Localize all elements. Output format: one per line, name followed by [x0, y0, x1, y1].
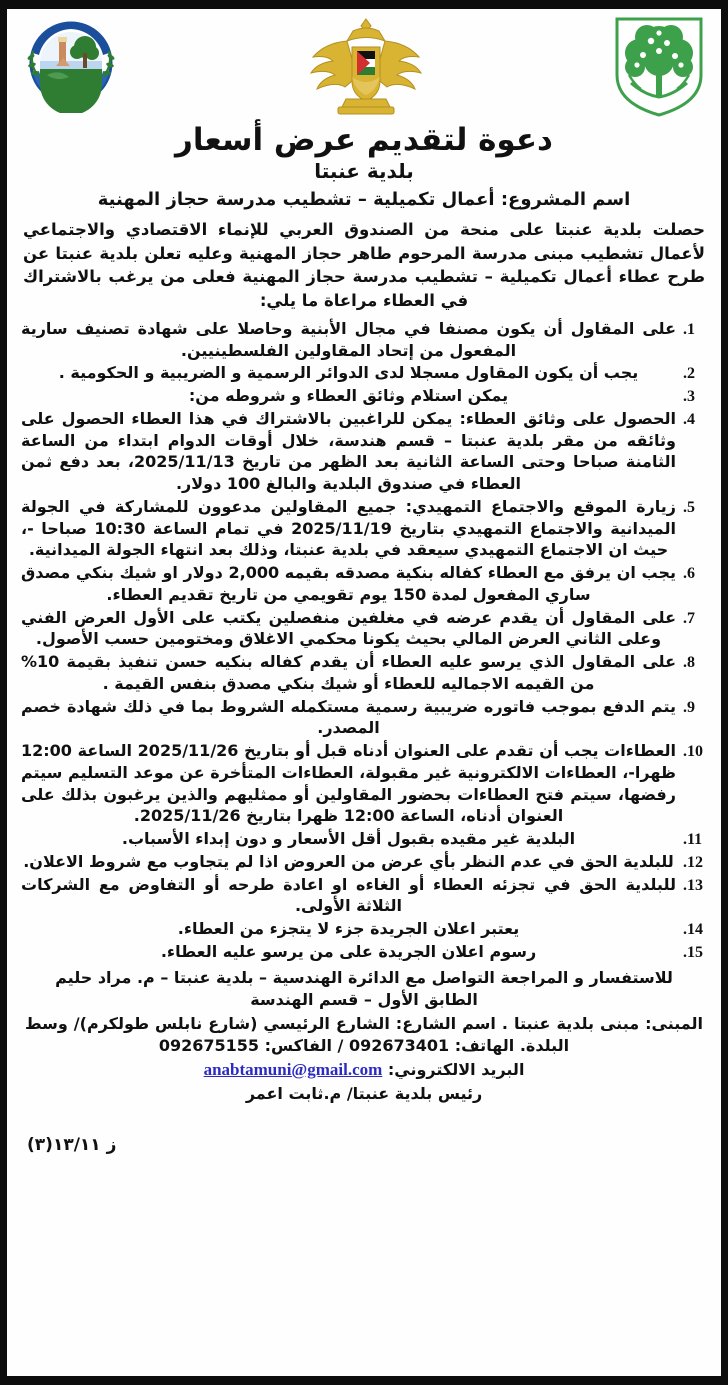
email-line — [19, 1058, 709, 1081]
header-logo-row — [19, 13, 709, 121]
list-item: 1. على المقاول أن يكون مصنفا في مجال الأبنية وحاصلا على شهادة تصنيف سارية المفعول من إتحاد المقاولين الفلسطينيين. — [21, 318, 679, 362]
list-item: 5. زيارة الموقع والاجتماع التمهيدي: جميع المقاولين مدعوون للمشاركة في الجولة الميدانية والاجتماع التمهيدي بتاريخ 2025/11/19 في تمام الساعة 10:30 صباحا -، حيث ان الاجتماع التمهيدي سيعقد في بلدية عنبتا، وذلك بعد انتهاء الجولة الميدانية. — [21, 496, 679, 561]
list-item: 12. للبلدية الحق في عدم النظر بأي عرض من العروض اذا لم يتجاوب مع شروط الاعلان. — [21, 851, 679, 873]
list-item: 2. يجب أن يكون المقاول مسجلا لدى الدوائر الرسمية و الضريبية و الحكومية . — [21, 362, 679, 384]
email-label: البريد الالكتروني: — [387, 1059, 525, 1079]
page-title: دعوة لتقديم عرض أسعار — [175, 122, 553, 158]
list-item: 3. يمكن استلام وثائق العطاء و شروطه من: — [21, 385, 679, 407]
engineering-contact-line: للاستفسار و المراجعة التواصل مع الدائرة الهندسية – بلدية عنبتا – م. مراد حليم — [55, 967, 673, 987]
list-item: 11. البلدية غير مقيده بقبول أقل الأسعار و دون إبداء الأسباب. — [21, 828, 679, 850]
floor-department-line: الطابق الأول – قسم الهندسة — [250, 989, 478, 1009]
list-item: 14. يعتبر اعلان الجريدة جزء لا يتجزء من العطاء. — [21, 918, 679, 940]
list-item: 13. للبلدية الحق في تجزئه العطاء أو الغاءه او اعادة طرحه أو التفاوض مع الشركات الثلاثة الأولى. — [21, 874, 679, 918]
address-phone-line: المبنى: مبنى بلدية عنبتا . اسم الشارع: الشارع الرئيسي (شارع نابلس طولكرم)/ وسط البلدة. الهاتف: 092673401 / الفاكس: 092675155 — [25, 1013, 703, 1056]
list-item: 7. على المقاول أن يقدم عرضه في مغلفين منفصلين يكتب على الأول العرض الفني وعلى الثاني العرض المالي بحيث يكونا محكمي الاغلاق ومختومين حسب الأصول. — [21, 607, 679, 651]
footer-contact-block — [19, 967, 709, 1081]
list-item: 4. الحصول على وثائق العطاء: يمكن للراغبين بالاشتراك في هذا العطاء الحصول على وثائقه من مقر بلدية عنبتا – قسم هندسة، خلال أوقات الدوام ابتداء من الساعة الثامنة صباحا وحتى الساعة الثانية بعد الظهر من تاريخ 2025/11/13، بعد دفع ثمن العطاء في صندوق البلدية والبالغ 100 دولار. — [21, 408, 679, 495]
conditions-list — [21, 318, 705, 963]
list-item: 8. على المقاول الذي يرسو عليه العطاء أن يقدم كفاله بنكيه حسن تنفيذ بقيمة 10% من القيمه الاجماليه للعطاء أو شيك بنكي مصدق بنفس القيمة . — [21, 651, 679, 695]
signature-line: رئيس بلدية عنبتا/ م.ثابت اعمر — [245, 1084, 483, 1104]
list-item: 10. العطاءات يجب أن تقدم على العنوان أدناه قبل أو بتاريخ 2025/11/26 الساعة 12:00 ظهرا-، العطاءات الالكترونية غير مقبولة، العطاءات المتأخرة عن موعد التسليم سيتم رفضها، سيتم فتح العطاءات بحضور المقاولين أو ممثليهم والذين يرغبون بذلك على العنوان أدناه، الساعة 12:00 ظهرا بتاريخ 2025/11/26. — [21, 740, 679, 827]
anabta-municipality-emblem-icon — [19, 13, 123, 117]
project-name-line: اسم المشروع: أعمال تكميلية – تشطيب مدرسة حجاز المهنية — [97, 188, 631, 210]
green-tree-shield-emblem-icon — [609, 13, 709, 121]
intro-paragraph: حصلت بلدية عنبتا على منحة من الصندوق العربي للإنماء الاقتصادي والاجتماعي لأعمال تشطيب مبنى مدرسة المرحوم طاهر حجاز المهنية وعليه تعلن بلدية عنبتا عن طرح عطاء أعمال تكميلية – تشطيب مدرسة حجاز المهنية فعلى من يرغب بالاشتراك في العطاء مراعاة ما يلي: — [23, 220, 705, 310]
reference-stamp: ز ١٣/١١(٣) — [27, 1135, 117, 1155]
list-item: 9. يتم الدفع بموجب فاتوره ضريبية رسمية مستكمله الشروط بما في ذلك شهادة خصم المصدر. — [21, 696, 679, 740]
palestine-state-eagle-emblem-icon — [308, 15, 424, 123]
document-sheet — [7, 9, 721, 1376]
email-link[interactable]: anabtamuni@gmail.com — [203, 1059, 383, 1079]
municipality-subtitle: بلدية عنبتا — [314, 158, 414, 183]
list-item: 15. رسوم اعلان الجريدة على من يرسو عليه العطاء. — [21, 941, 679, 963]
list-item: 6. يجب ان يرفق مع العطاء كفاله بنكية مصدقه بقيمه 2,000 دولار او شيك بنكي مصدق ساري المفعول لمدة 150 يوم تقويمي من تاريخ تقديم العطاء. — [21, 562, 679, 606]
